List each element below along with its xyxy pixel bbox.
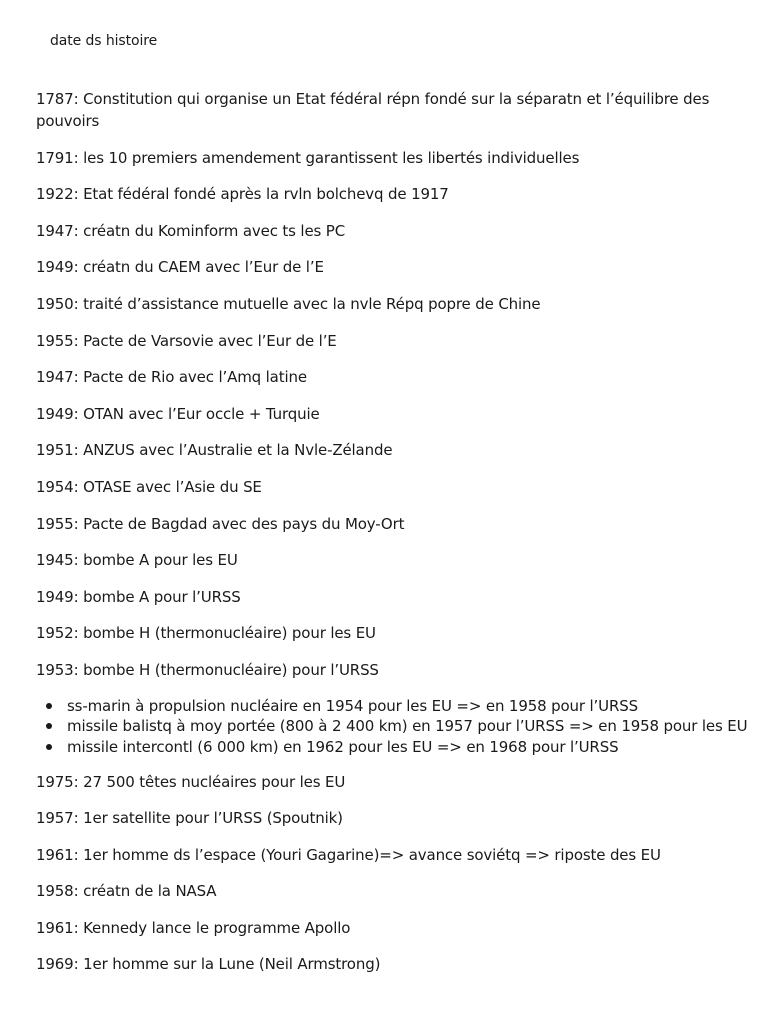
bullet-dot-icon — [46, 723, 52, 729]
timeline-entry: 1922: Etat fédéral fondé après la rvln bolchevq de 1917 — [36, 185, 449, 204]
bullet-list — [36, 696, 748, 758]
timeline-entry: 1957: 1er satellite pour l’URSS (Spoutnik) — [36, 809, 343, 828]
timeline-entry: 1949: créatn du CAEM avec l’Eur de l’E — [36, 258, 324, 277]
timeline-entry: 1945: bombe A pour les EU — [36, 551, 238, 570]
timeline-entry: 1791: les 10 premiers amendement garantissent les libertés individuelles — [36, 148, 580, 167]
timeline-entry: 1952: bombe H (thermonucléaire) pour les EU — [36, 624, 376, 643]
timeline-entry: 1947: Pacte de Rio avec l’Amq latine — [36, 368, 307, 387]
bullet-text: missile intercontl (6 000 km) en 1962 pour les EU => en 1968 pour l’URSS — [67, 737, 619, 756]
timeline-entry: 1955: Pacte de Varsovie avec l’Eur de l’E — [36, 331, 337, 350]
document-title: date ds histoire — [50, 33, 158, 49]
timeline-entry: 1953: bombe H (thermonucléaire) pour l’URSS — [36, 660, 379, 679]
bullet-item — [36, 696, 736, 717]
timeline-entries — [36, 88, 748, 990]
bullet-text: ss-marin à propulsion nucléaire en 1954 pour les EU => en 1958 pour l’URSS — [67, 696, 638, 715]
timeline-entry: 1787: Constitution qui organise un Etat fédéral répn fondé sur la séparatn et l’équilibre des pouvoirs — [36, 90, 710, 130]
timeline-entry: 1947: créatn du Kominform avec ts les PC — [36, 221, 346, 240]
timeline-entry: 1954: OTASE avec l’Asie du SE — [36, 477, 262, 496]
bullet-dot-icon — [46, 703, 52, 709]
timeline-entry: 1961: Kennedy lance le programme Apollo — [36, 918, 351, 937]
bullet-text: missile balistq à moy portée (800 à 2 400 km) en 1957 pour l’URSS => en 1958 pour les EU — [67, 717, 748, 735]
timeline-entry: 1969: 1er homme sur la Lune (Neil Armstrong) — [36, 955, 381, 974]
timeline-entry: 1958: créatn de la NASA — [36, 882, 217, 901]
timeline-entry: 1961: 1er homme ds l’espace (Youri Gagarine)=> avance soviétq => riposte des EU — [36, 845, 661, 864]
timeline-entry: 1949: bombe A pour l’URSS — [36, 587, 241, 606]
timeline-entry: 1949: OTAN avec l’Eur occle + Turquie — [36, 404, 320, 423]
timeline-entry: 1951: ANZUS avec l’Australie et la Nvle-Zélande — [36, 441, 393, 460]
bullet-item — [36, 737, 736, 758]
timeline-entry: 1975: 27 500 têtes nucléaires pour les EU — [36, 772, 346, 791]
bullet-dot-icon — [46, 744, 52, 750]
timeline-entry: 1955: Pacte de Bagdad avec des pays du Moy-Ort — [36, 514, 405, 533]
bullet-item — [36, 716, 748, 737]
timeline-entry: 1950: traité d’assistance mutuelle avec la nvle Répq popre de Chine — [36, 294, 541, 313]
